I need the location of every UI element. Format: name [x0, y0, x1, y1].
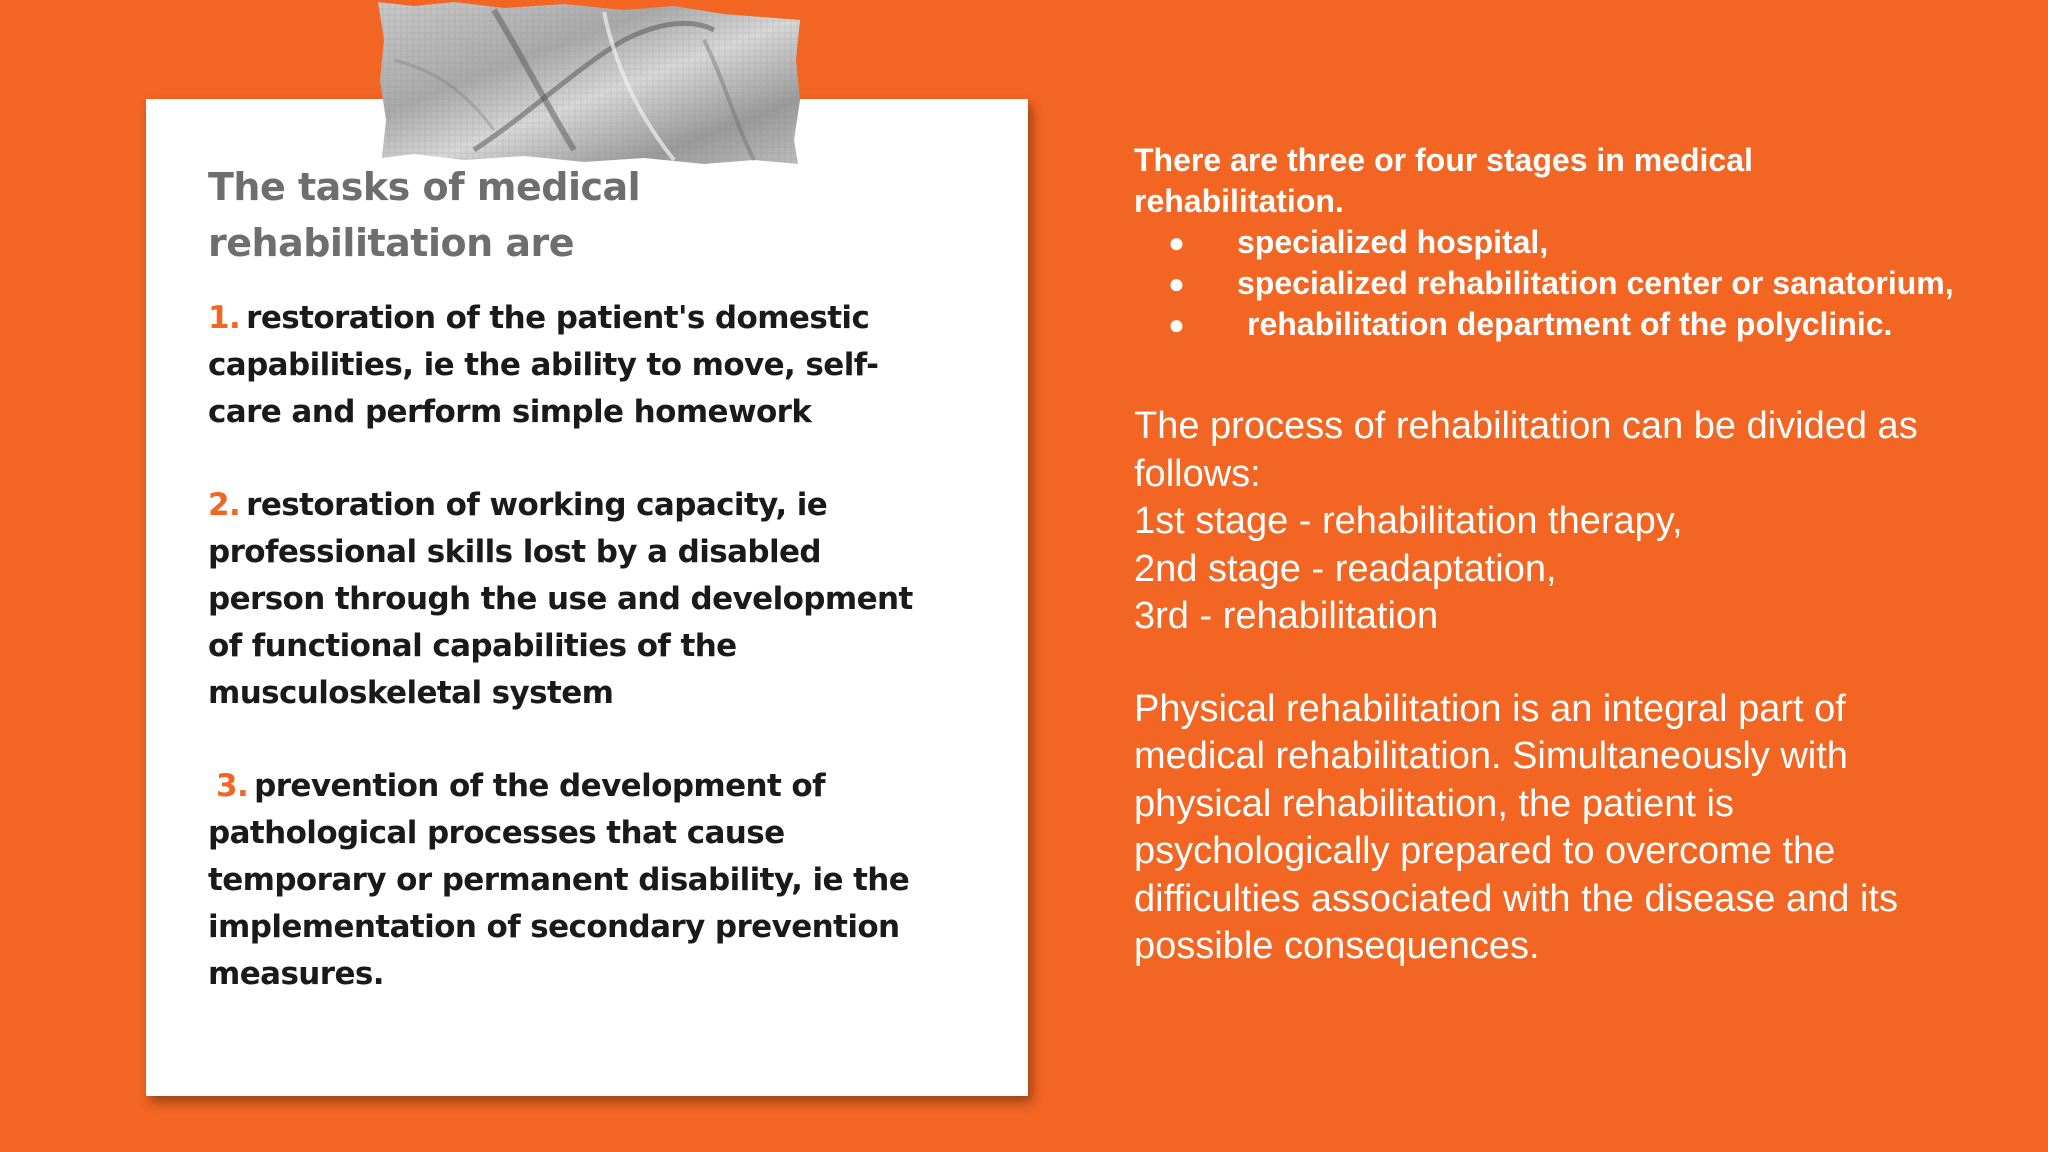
bullet-icon: ●	[1168, 309, 1185, 340]
task-number-3: 3.	[216, 768, 249, 804]
task-text-2: restoration of working capacity, ie professional skills lost by a disabled person through the use and development of functional capabilities of the musculoskeletal system	[208, 487, 913, 711]
tasks-title: The tasks of medical rehabilitation are	[208, 165, 641, 265]
task-number-1: 1.	[208, 300, 241, 336]
task-item-2	[208, 482, 928, 717]
stage-item-text-2: specialized rehabilitation center or sanatorium,	[1237, 265, 1954, 301]
physical-rehab-paragraph: Physical rehabilitation is an integral part of medical rehabilitation. Simultaneously with physical rehabilitation, the patient is psychologically prepared to overcome the difficulties associated with the disease and its possible consequences.	[1134, 687, 1898, 967]
task-item-3	[208, 763, 928, 998]
stages-intro: There are three or four stages in medical rehabilitation.	[1134, 142, 1753, 219]
stage-item-text-1: specialized hospital,	[1237, 224, 1549, 260]
stage-item-text-3: rehabilitation department of the polyclinic.	[1247, 306, 1893, 342]
process-block	[1134, 403, 1954, 641]
task-text-3: prevention of the development of pathological processes that cause temporary or permanent disability, ie the implementation of secondary prevention measures.	[208, 768, 910, 992]
process-stage-3: 3rd - rehabilitation	[1134, 595, 1439, 637]
stage-item-1	[1134, 222, 1954, 263]
task-text-1: restoration of the patient's domestic capabilities, ie the ability to move, self-care and perform simple homework	[208, 300, 879, 430]
stages-list	[1134, 222, 1954, 345]
right-column	[1134, 140, 1954, 971]
stage-item-3	[1134, 304, 1954, 345]
process-stage-2: 2nd stage - readaptation,	[1134, 547, 1557, 590]
process-intro: The process of rehabilitation can be divided as follows:	[1134, 405, 1918, 495]
bullet-icon: ●	[1168, 227, 1185, 258]
task-item-1	[208, 295, 928, 436]
tasks-card	[146, 99, 1028, 1096]
process-stage-1: 1st stage - rehabilitation therapy,	[1134, 500, 1683, 542]
bullet-icon: ●	[1168, 268, 1185, 299]
duct-tape-icon	[374, 0, 802, 166]
task-number-2: 2.	[208, 487, 241, 523]
tasks-card-content	[208, 159, 928, 1044]
stage-item-2	[1134, 263, 1954, 304]
